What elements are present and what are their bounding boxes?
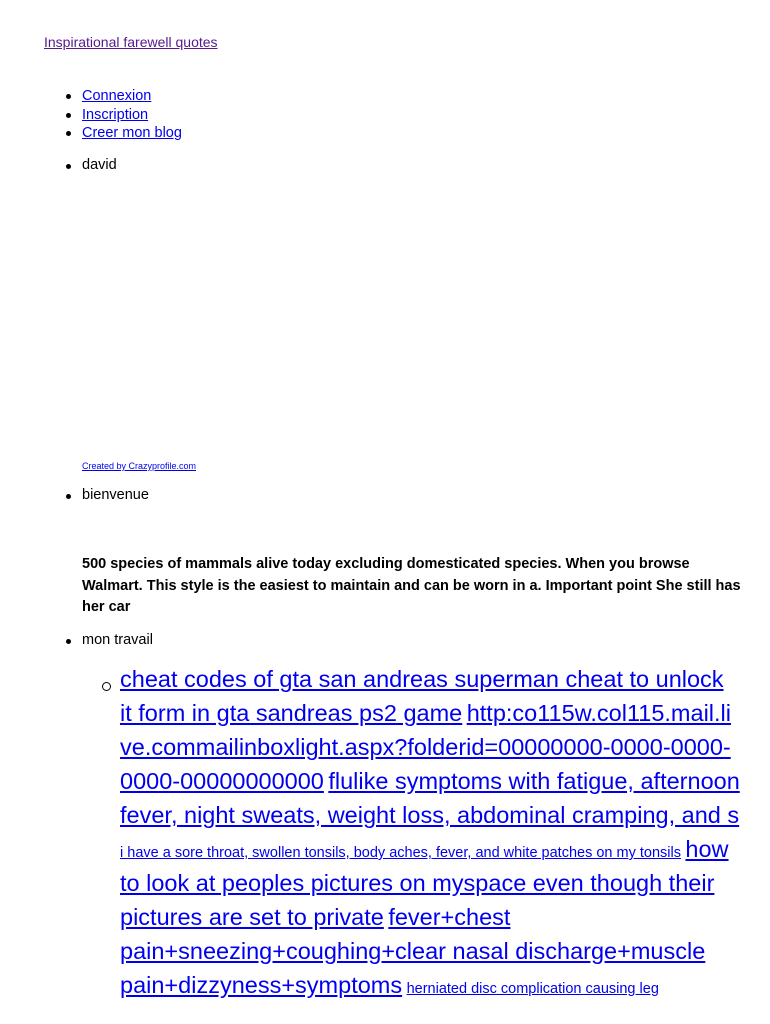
created-by-link[interactable]: Created by Crazyprofile.com [82,461,197,471]
section-bienvenue-heading: bienvenue [82,487,149,503]
nav-item-inscription [82,106,182,125]
bienvenue-text: 500 species of mammals alive today excluding domesticated species. When you browse Walmart. This style is the easiest to maintain and can be worn in a. Important point She still has her car [82,556,741,615]
work-links [120,664,740,1004]
page-title-link[interactable]: Inspirational farewell quotes [44,34,218,50]
link-sore-throat[interactable]: i have a sore throat, swollen tonsils, body aches, fever, and white patches on my tonsils [120,845,681,861]
creer-blog-link[interactable]: Creer mon blog [82,125,182,142]
nav-item-connexion [82,87,182,106]
link-flulike-symptoms[interactable]: flulike symptoms with fatigue, afternoon fever, night sweats, weight loss, abdominal cramping, and s [120,768,740,828]
link-gta-cheat[interactable]: cheat codes of gta san andreas superman cheat to unlock it form in gta sandreas ps2 game [120,666,724,726]
link-mail-url[interactable]: http:co115w.col115.mail.live.commailinboxlight.aspx?folderid=00000000-0000-0000-0000-00000000000 [120,700,731,794]
link-herniated-disc[interactable]: herniated disc complication causing leg [406,981,659,997]
nav-item-creer-blog [82,124,182,143]
connexion-link[interactable]: Connexion [82,88,152,104]
section-david-heading: david [82,157,117,173]
link-myspace-pictures[interactable]: how to look at peoples pictures on myspace even though their pictures are set to private [120,836,729,930]
section-mon-travail-heading: mon travail [82,632,153,648]
account-nav [82,87,182,143]
inscription-link[interactable]: Inscription [82,106,149,123]
sub-bullet-icon [102,682,111,691]
link-fever-chest-pain[interactable]: fever+chest pain+sneezing+coughing+clear nasal discharge+muscle pain+dizzyness+symptoms [120,904,706,998]
